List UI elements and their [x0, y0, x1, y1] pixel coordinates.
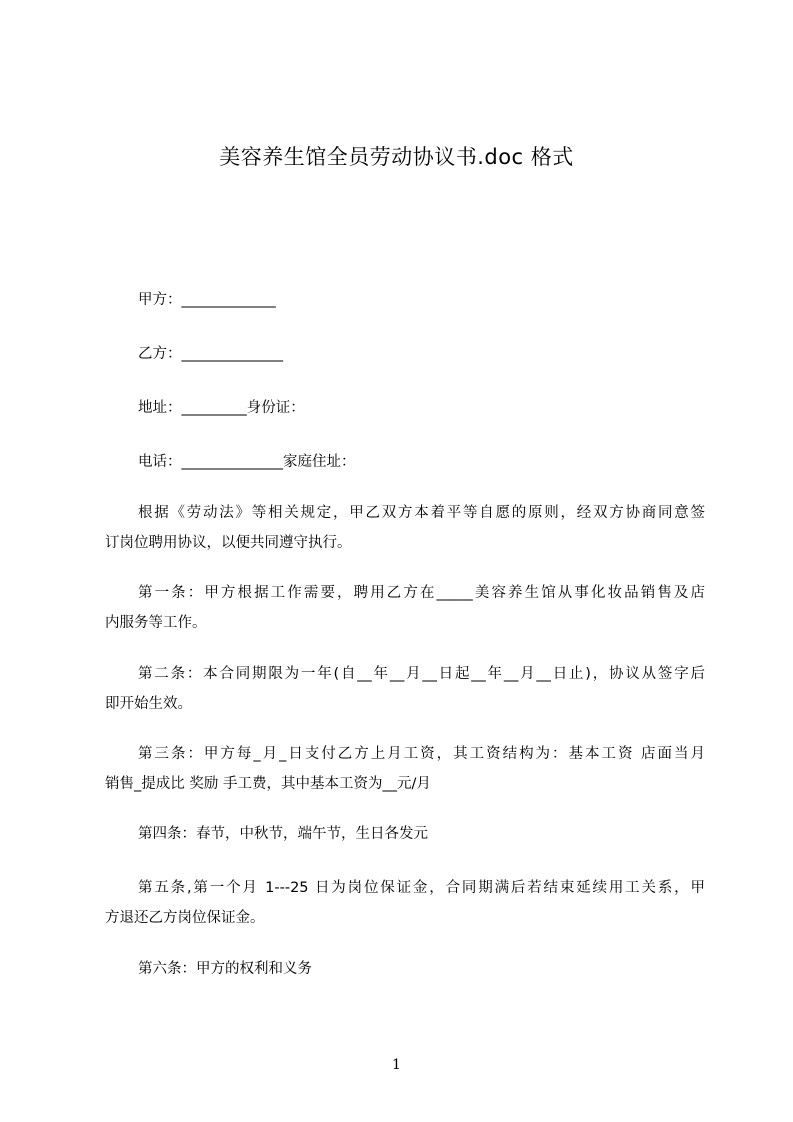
- party-a-field: 甲方：_____________: [138, 292, 276, 308]
- paragraph-line: 第六条：甲方的权利和义务: [138, 961, 312, 977]
- paragraph-line: 第二条：本合同期限为一年(自__年__月__日起__年__月__日止)，协议从签字后: [138, 666, 705, 682]
- paragraph-article-4: [105, 819, 705, 849]
- page-number: 1: [392, 1057, 401, 1073]
- paragraph-article-1: [105, 578, 705, 638]
- paragraph-intro: [105, 498, 705, 558]
- paragraph-article-2: [105, 659, 705, 719]
- paragraph-line: 方退还乙方岗位保证金。: [105, 910, 265, 926]
- paragraph-line: 第三条：甲方每_月_日支付乙方上月工资，其工资结构为：基本工资 店面当月: [138, 746, 705, 762]
- document-title: 美容养生馆全员劳动协议书.doc 格式: [219, 145, 574, 169]
- paragraph-line: 第四条：春节，中秋节，端午节，生日各发元: [138, 826, 428, 842]
- paragraph-line: 第一条：甲方根据工作需要，聘用乙方在_____美容养生馆从事化妆品销售及店: [138, 585, 705, 601]
- paragraph-line: 订岗位聘用协议，以便共同遵守执行。: [105, 535, 352, 551]
- party-b-field: 乙方：______________: [138, 346, 283, 362]
- phone-home-address-field: 电话：______________家庭住址：: [138, 454, 356, 470]
- address-id-field: 地址：_________身份证：: [138, 400, 305, 416]
- paragraph-article-6: [105, 954, 705, 984]
- paragraph-line: 销售_提成比 奖励 手工费，其中基本工资为__元/月: [105, 776, 431, 792]
- paragraph-article-3: [105, 739, 705, 799]
- paragraph-line: 即开始生效。: [105, 696, 192, 712]
- paragraph-article-5: [105, 873, 705, 933]
- paragraph-line: 第五条,第一个月 1---25 日为岗位保证金，合同期满后若结束延续用工关系，甲: [138, 880, 705, 896]
- paragraph-line: 内服务等工作。: [105, 615, 207, 631]
- paragraph-line: 根据《劳动法》等相关规定，甲乙双方本着平等自愿的原则，经双方协商同意签: [138, 505, 705, 521]
